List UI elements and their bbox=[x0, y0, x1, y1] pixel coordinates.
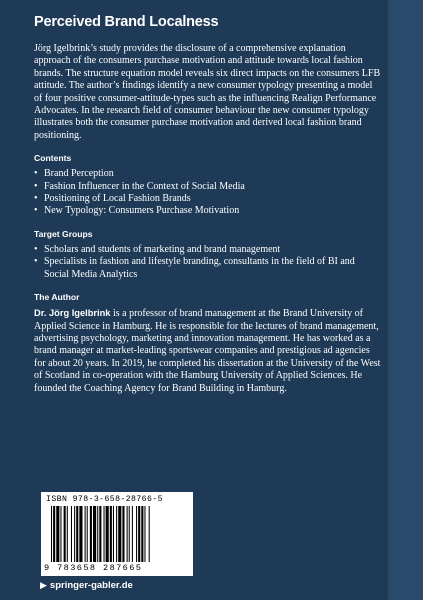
barcode-box bbox=[41, 492, 193, 576]
barcode-bar bbox=[90, 506, 92, 562]
barcode-bars bbox=[51, 506, 185, 562]
book-title: Perceived Brand Localness bbox=[34, 14, 219, 30]
book-description: Jörg Igelbrink’s study provides the disclosure of a comprehensive explanation approach of the consumers purchase motivation and attitude towards local fashion brands. The structure equation model reveals six direct impacts on the consumers LFB attitude. The author’s findings identify a new consumer typology presenting a model of four positive consumer-attitude-types such as the influencing Realign Performance Advocates. In the research field of consumer behaviour the new consumer typology illustrates both the consumer purchase motivation and derived local fashion brand positioning. bbox=[34, 43, 381, 141]
barcode-bar bbox=[149, 506, 150, 562]
barcode-bar bbox=[93, 506, 96, 562]
target-groups-heading: Target Groups bbox=[34, 228, 93, 239]
publisher-link[interactable] bbox=[40, 580, 133, 591]
cover-edge-strip bbox=[388, 0, 423, 600]
barcode-bar bbox=[138, 506, 140, 562]
list-item: • Brand Perception bbox=[34, 168, 382, 180]
barcode-bar bbox=[99, 506, 101, 562]
barcode-bar bbox=[113, 506, 114, 562]
barcode-bar bbox=[56, 506, 59, 562]
barcode-bar bbox=[110, 506, 112, 562]
list-item: • Positioning of Local Fashion Brands bbox=[34, 193, 382, 205]
barcode-bar bbox=[85, 506, 86, 562]
barcode-bar bbox=[64, 506, 66, 562]
barcode-bar bbox=[122, 506, 124, 562]
author-name: Dr. Jörg Igelbrink bbox=[34, 308, 111, 319]
barcode-bar bbox=[116, 506, 117, 562]
author-heading: The Author bbox=[34, 292, 80, 303]
barcode-bar bbox=[127, 506, 128, 562]
barcode-bar bbox=[97, 506, 98, 562]
barcode-bar bbox=[76, 506, 78, 562]
barcode-bar bbox=[60, 506, 61, 562]
barcode-bar bbox=[144, 506, 145, 562]
barcode-bar bbox=[71, 506, 72, 562]
barcode-bar bbox=[136, 506, 137, 562]
list-item: • Scholars and students of marketing and brand management bbox=[34, 244, 382, 256]
target-groups-list bbox=[34, 244, 382, 281]
barcode-bar bbox=[141, 506, 143, 562]
barcode-bar bbox=[67, 506, 68, 562]
barcode-bar bbox=[53, 506, 55, 562]
contents-heading: Contents bbox=[34, 153, 72, 164]
triangle-right-icon: ▶ bbox=[40, 580, 47, 590]
barcode-bar bbox=[79, 506, 82, 562]
publisher-url: springer-gabler.de bbox=[49, 580, 133, 591]
author-bio-text: is a professor of brand management at the Brand University of Applied Science in Hamburg. He is responsible for the lectures of brand management, advertising psychology, marketing and innovation management. He has worked as a brand manager at market-leading sportswear companies and prestigious ad agencies for about 20 years. In 2019, he completed his dissertation at the University of the West of Scotland in co-operation with the Hamburg University of Applied Sciences. He founded the Coaching Agency for Brand Building in Hamburg. bbox=[34, 308, 381, 394]
list-item: • Fashion Influencer in the Context of Social Media bbox=[34, 181, 382, 193]
barcode-bar bbox=[132, 506, 133, 562]
barcode-bar bbox=[74, 506, 75, 562]
back-cover-text bbox=[34, 14, 382, 395]
contents-list bbox=[34, 168, 382, 218]
barcode-bar bbox=[104, 506, 105, 562]
list-item: • New Typology: Consumers Purchase Motivation bbox=[34, 205, 382, 217]
list-item: • Specialists in fashion and lifestyle branding, consultants in the field of BI and Social Media Analytics bbox=[34, 256, 382, 281]
author-bio bbox=[34, 307, 382, 395]
barcode-bar bbox=[129, 506, 130, 562]
barcode-bar bbox=[51, 506, 52, 562]
barcode-bar bbox=[118, 506, 121, 562]
barcode-bar bbox=[106, 506, 109, 562]
barcode-bar bbox=[87, 506, 88, 562]
barcode-digits: 9 783658 287665 bbox=[44, 563, 143, 573]
isbn-label: ISBN 978-3-658-28766-5 bbox=[46, 495, 163, 504]
